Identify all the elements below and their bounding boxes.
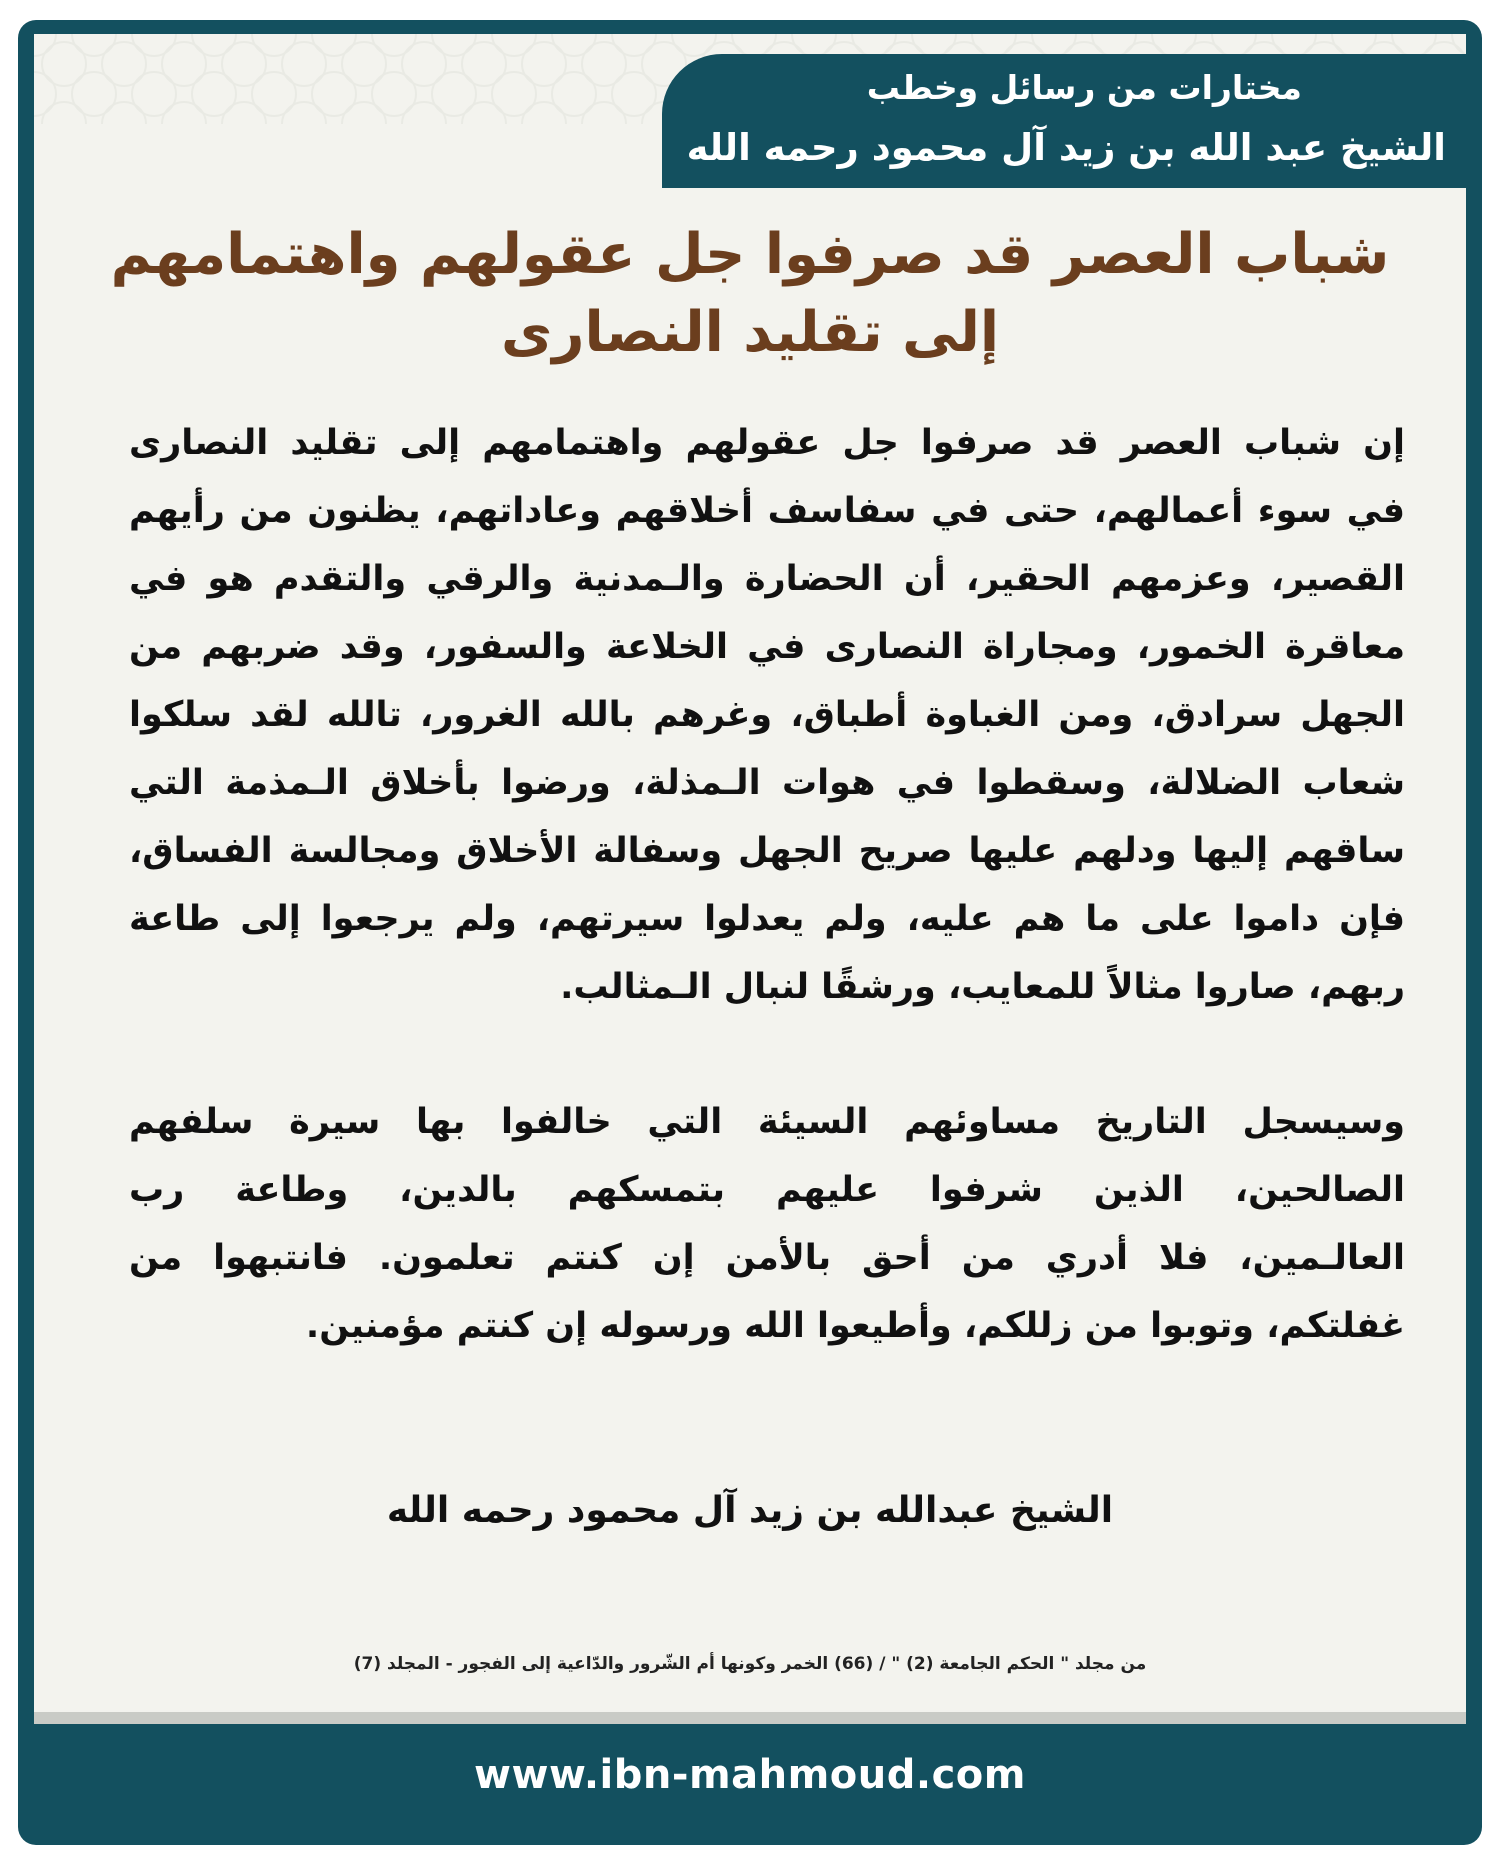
- body-line: القصير، وعزمهم الحقير، أن الحضارة والـمدنية والرقي والتقدم هو في: [129, 559, 1405, 599]
- body-line: ساقهم إليها ودلهم عليها صريح الجهل وسفالة الأخلاق ومجالسة الفساق،: [129, 831, 1405, 871]
- article-title-line-2: إلى تقليد النصارى: [500, 300, 1000, 365]
- body-line: فإن داموا على ما هم عليه، ولم يعدلوا سيرتهم، ولم يرجعوا إلى طاعة: [129, 899, 1405, 939]
- header-series-title: مختارات من رسائل وخطب: [866, 68, 1302, 107]
- footer-divider: [34, 1712, 1466, 1724]
- body-line: الجهل سرادق، ومن الغباوة أطباق، وغرهم بالله الغرور، تالله لقد سلكوا: [129, 695, 1405, 735]
- body-line: العالـمين، فلا أدري من أحق بالأمن إن كنتم تعلمون. فانتبهوا من: [129, 1238, 1405, 1278]
- source-citation: من مجلد " الحكم الجامعة (2) " / (66) الخمر وكونها أم الشّرور والدّاعية إلى الفجور - المجلد (7): [353, 1654, 1147, 1674]
- body-line: في سوء أعمالهم، حتى في سفاسف أخلاقهم وعاداتهم، يظنون من رأيهم: [129, 491, 1405, 531]
- body-line: غفلتكم، وتوبوا من زللكم، وأطيعوا الله ورسوله إن كنتم مؤمنين.: [305, 1306, 1405, 1346]
- body-line: ربهم، صاروا مثالاً للمعايب، ورشقًا لنبال الـمثالب.: [560, 967, 1405, 1007]
- body-line: وسيسجل التاريخ مساوئهم السيئة التي خالفوا بها سيرة سلفهم: [129, 1102, 1405, 1142]
- body-line: إن شباب العصر قد صرفوا جل عقولهم واهتمامهم إلى تقليد النصارى: [129, 423, 1405, 463]
- content-panel: [34, 34, 1466, 1721]
- body-line: شعاب الضلالة، وسقطوا في هوات الـمذلة، ورضوا بأخلاق الـمذمة التي: [129, 763, 1405, 803]
- article-title-line-1: شباب العصر قد صرفوا جل عقولهم واهتمامهم: [110, 222, 1390, 287]
- author-signature: الشيخ عبدالله بن زيد آل محمود رحمه الله: [386, 1490, 1114, 1531]
- body-line: معاقرة الخمور، ومجاراة النصارى في الخلاعة والسفور، وقد ضربهم من: [129, 627, 1405, 667]
- website-link[interactable]: www.ibn-mahmoud.com: [474, 1752, 1026, 1798]
- body-line: الصالحين، الذين شرفوا عليهم بتمسكهم بالدين، وطاعة رب: [129, 1170, 1405, 1210]
- header-author-name: الشيخ عبد الله بن زيد آل محمود رحمه الله: [686, 126, 1446, 169]
